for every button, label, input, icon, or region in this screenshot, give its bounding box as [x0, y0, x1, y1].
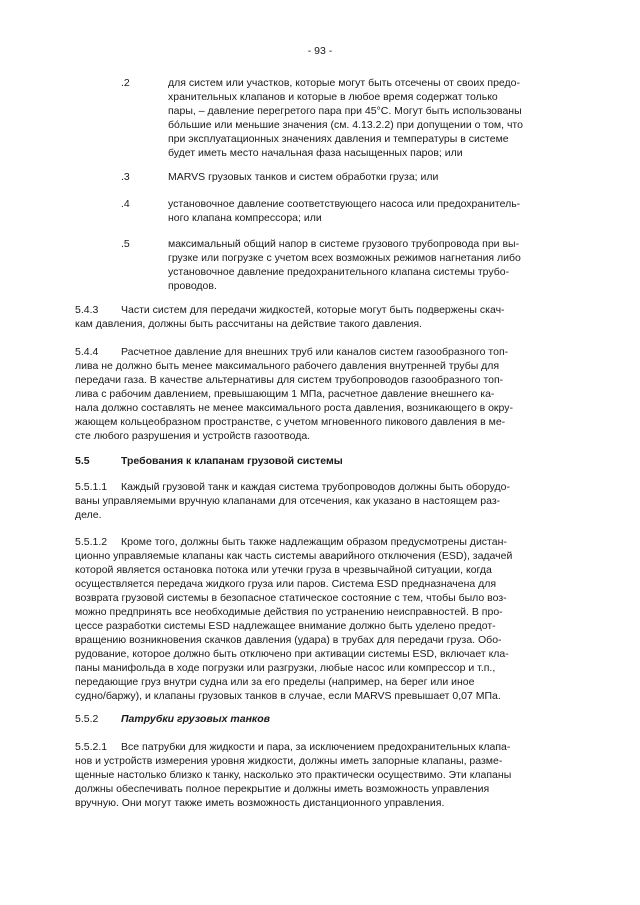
paragraph-text: Кроме того, должны быть также надлежащим образом предусмотрены дистан- ционно управляемые клапаны как часть системы аварийного отключения (ESD), задачей которой является остановка потока или утечки груза в чрезвычайной ситуации, когда осуществляется передача жидкого груза или паров. Система ESD предназначена для возврата грузовой системы в безопасное статическое состояние с тем, чтобы было воз- можно предпринять все необходимые действия по устранению неисправностей. В про- цессе разработки системы ESD надлежащее внимание должно быть уделено предот- вращению возникновения скачков давления (удара) в трубах для передачи груза. Обо- рудование, которое должно быть отключено при активации системы ESD, включает кла- паны манифольда в ходе погрузки или разгрузки, любые насос или компрессор и т.п., передающие груз внутри судна или за его пределы (например, на берег или иное судно/баржу), и клапаны грузовых танков в случае, если MARVS превышает 0,07 МПа.	[75, 536, 513, 702]
paragraph-number: 5.5.1.2	[75, 536, 108, 548]
heading-title: Патрубки грузовых танков	[121, 713, 270, 725]
list-item-number: .3	[121, 171, 130, 183]
paragraph-number: 5.5.1.1	[75, 481, 108, 493]
paragraph-5-5-2-1	[75, 740, 567, 810]
paragraph-number: 5.4.4	[75, 346, 99, 358]
paragraph-text: Все патрубки для жидкости и пара, за исключением предохранительных клапа- нов и устройств измерения уровня жидкости, должны иметь запорные клапаны, разме- щенные настолько близко к танку, насколько это практически осуществимо. Эти клапаны должны обеспечивать полное перекрытие и должны иметь возможность управления вручную. Они могут также иметь возможность дистанционного управления.	[75, 741, 512, 809]
paragraph-text: Расчетное давление для внешних труб или каналов систем газообразного топ- лива не должно быть менее максимального рабочего давления внутренней трубы для передачи газа. В качестве альтернативы для систем трубопроводов газообразного топ- лива с рабочим давлением, превышающим 1 МПа, расчетное давление внешнего ка- нала должно составлять не менее максимального роста давления, возникающего в окру- жающем кольцеобразном пространстве, с учетом мгновенного пикового давления в ме- сте любого разрушения и устройств газоотвода.	[75, 346, 513, 442]
paragraph-5-4-4	[75, 345, 567, 443]
paragraph-number: 5.4.3	[75, 304, 99, 316]
section-heading-5-5	[75, 454, 567, 468]
paragraph-text: Части систем для передачи жидкостей, которые могут быть подвержены скач- кам давления, должны быть рассчитаны на действие такого давления.	[75, 304, 505, 330]
list-item-number: .4	[121, 198, 130, 210]
list-item-number: .5	[121, 238, 130, 250]
subsection-heading-5-5-2	[75, 712, 567, 726]
heading-number: 5.5.2	[75, 713, 99, 725]
paragraph-5-5-1-2	[75, 535, 567, 703]
list-item-text: максимальный общий напор в системе грузового трубопровода при вы- грузке или погрузке с учетом всех возможных режимов нагнетания либо установочное давление предохранительного клапана системы трубо- проводов.	[168, 238, 521, 292]
paragraph-number: 5.5.2.1	[75, 741, 108, 753]
list-item-text: MARVS грузовых танков и систем обработки груза; или	[168, 171, 439, 183]
heading-title: Требования к клапанам грузовой системы	[121, 455, 343, 467]
paragraph-5-5-1-1	[75, 480, 567, 522]
page-number: - 93 -	[307, 45, 333, 57]
list-item-number: .2	[121, 77, 130, 89]
list-item-text: установочное давление соответствующего насоса или предохранитель- ного клапана компрессора; или	[168, 198, 521, 224]
heading-number: 5.5	[75, 455, 90, 467]
list-item-text: для систем или участков, которые могут быть отсечены от своих предо- хранительных клапанов и которые в любое время содержат только пары, – давление перегретого пара при 45°С. Могут быть использованы бóльшие или меньшие значения (см. 4.13.2.2) при допущении о том, что при эксплуатационных значениях давления и температуры в системе будет иметь место начальная фаза насыщенных паров; или	[168, 77, 523, 159]
paragraph-text: Каждый грузовой танк и каждая система трубопроводов должны быть оборудо- ваны управляемыми вручную клапанами для отсечения, как указано в настоящем раз- деле.	[75, 481, 510, 521]
paragraph-5-4-3	[75, 303, 567, 331]
